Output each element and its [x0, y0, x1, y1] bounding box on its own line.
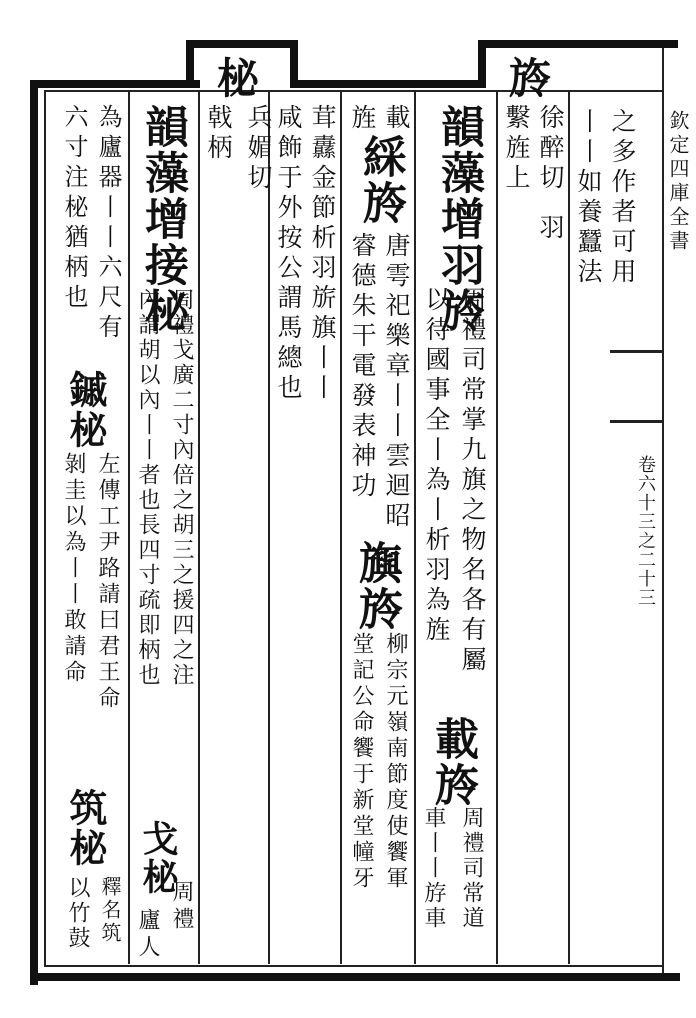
text-column: 茸纛金節析羽旂旗丨丨: [308, 104, 337, 404]
text-column: 繫旌上: [502, 104, 531, 194]
text-column: 堂記公命饗于新堂幢牙: [349, 632, 374, 892]
frame-right-line: [662, 48, 664, 973]
text-column: 載: [382, 104, 411, 134]
headword: 戈柲: [137, 820, 179, 896]
margin-block-line: [610, 350, 662, 353]
text-column: 周禮: [169, 880, 194, 934]
margin-block-line-2: [610, 420, 662, 423]
frame-bottom: [30, 973, 680, 981]
headword: 韻藻增羽旍: [433, 104, 484, 334]
column-rule: [128, 92, 130, 964]
headword: 柲: [211, 56, 260, 98]
text-column: 羽: [536, 214, 565, 244]
column-rule: [198, 92, 200, 964]
text-column: 徐醉切: [536, 104, 565, 194]
frame-left: [30, 80, 38, 985]
column-rule: [568, 92, 570, 964]
headword: 旟旍: [351, 540, 402, 632]
margin-book-title: 欽定四庫全書: [666, 110, 690, 254]
column-rule: [496, 92, 498, 964]
text-column: 睿德朱干電發表神功: [348, 232, 377, 502]
text-column: 唐雩祀樂章丨丨雲迴昭: [382, 232, 411, 532]
text-column: 廬人: [135, 908, 160, 962]
text-column: 車丨丨斿車: [421, 806, 446, 931]
headword: 筑柲: [63, 788, 108, 868]
text-column: 六寸注柲猶柄也: [60, 104, 88, 314]
text-column: 以待國事全丨為丨析羽為旌: [422, 286, 451, 646]
text-column: 以竹鼓: [65, 876, 90, 951]
column-rule: [340, 92, 342, 964]
column-rule: [414, 92, 416, 964]
text-column: 之多作者可用: [608, 108, 637, 288]
frame-tab-top: [186, 40, 296, 48]
headword: 綵旍: [355, 134, 406, 226]
text-column: 左傳工尹路請曰君王命: [95, 452, 120, 712]
frame-tab2-right: [478, 40, 486, 88]
text-column: 丨丨如養蠶法: [574, 108, 603, 288]
text-column: 咸飾于外按公謂馬總也: [274, 104, 303, 404]
text-column: 內謂胡以內丨丨者也長四寸疏即柄也: [135, 288, 160, 688]
frame-inner-bottom: [44, 965, 664, 967]
text-column: 柳宗元嶺南節度使饗軍: [383, 632, 408, 892]
text-column: 旌: [348, 104, 377, 134]
frame-top-right: [478, 40, 678, 48]
headword: 韻藻增接柲: [137, 104, 188, 334]
column-rule: [268, 92, 270, 964]
headword: 鏚柲: [63, 370, 108, 450]
text-column: 剝圭以為丨丨敢請命: [61, 452, 86, 686]
text-column: 為廬器丨丨六尺有: [94, 104, 122, 344]
text-column: 釋名筑: [98, 876, 122, 945]
frame-mid-top: [290, 80, 484, 88]
headword: 旍: [503, 56, 552, 98]
margin-volume: 卷六十三之二十三: [635, 455, 656, 607]
headword: 載旍: [427, 716, 478, 808]
text-column: 周禮司常掌九旗之物名各有屬: [458, 286, 487, 676]
text-column: 周禮司常道: [459, 806, 484, 931]
frame-top-left: [30, 80, 200, 88]
frame-inner-left: [44, 90, 46, 965]
frame-inner-top: [44, 90, 664, 92]
text-column: 周禮戈廣二寸內倍之胡三之援四之注: [169, 288, 194, 688]
text-column: 戟柄: [204, 104, 233, 164]
text-column: 兵媚切: [244, 104, 273, 194]
